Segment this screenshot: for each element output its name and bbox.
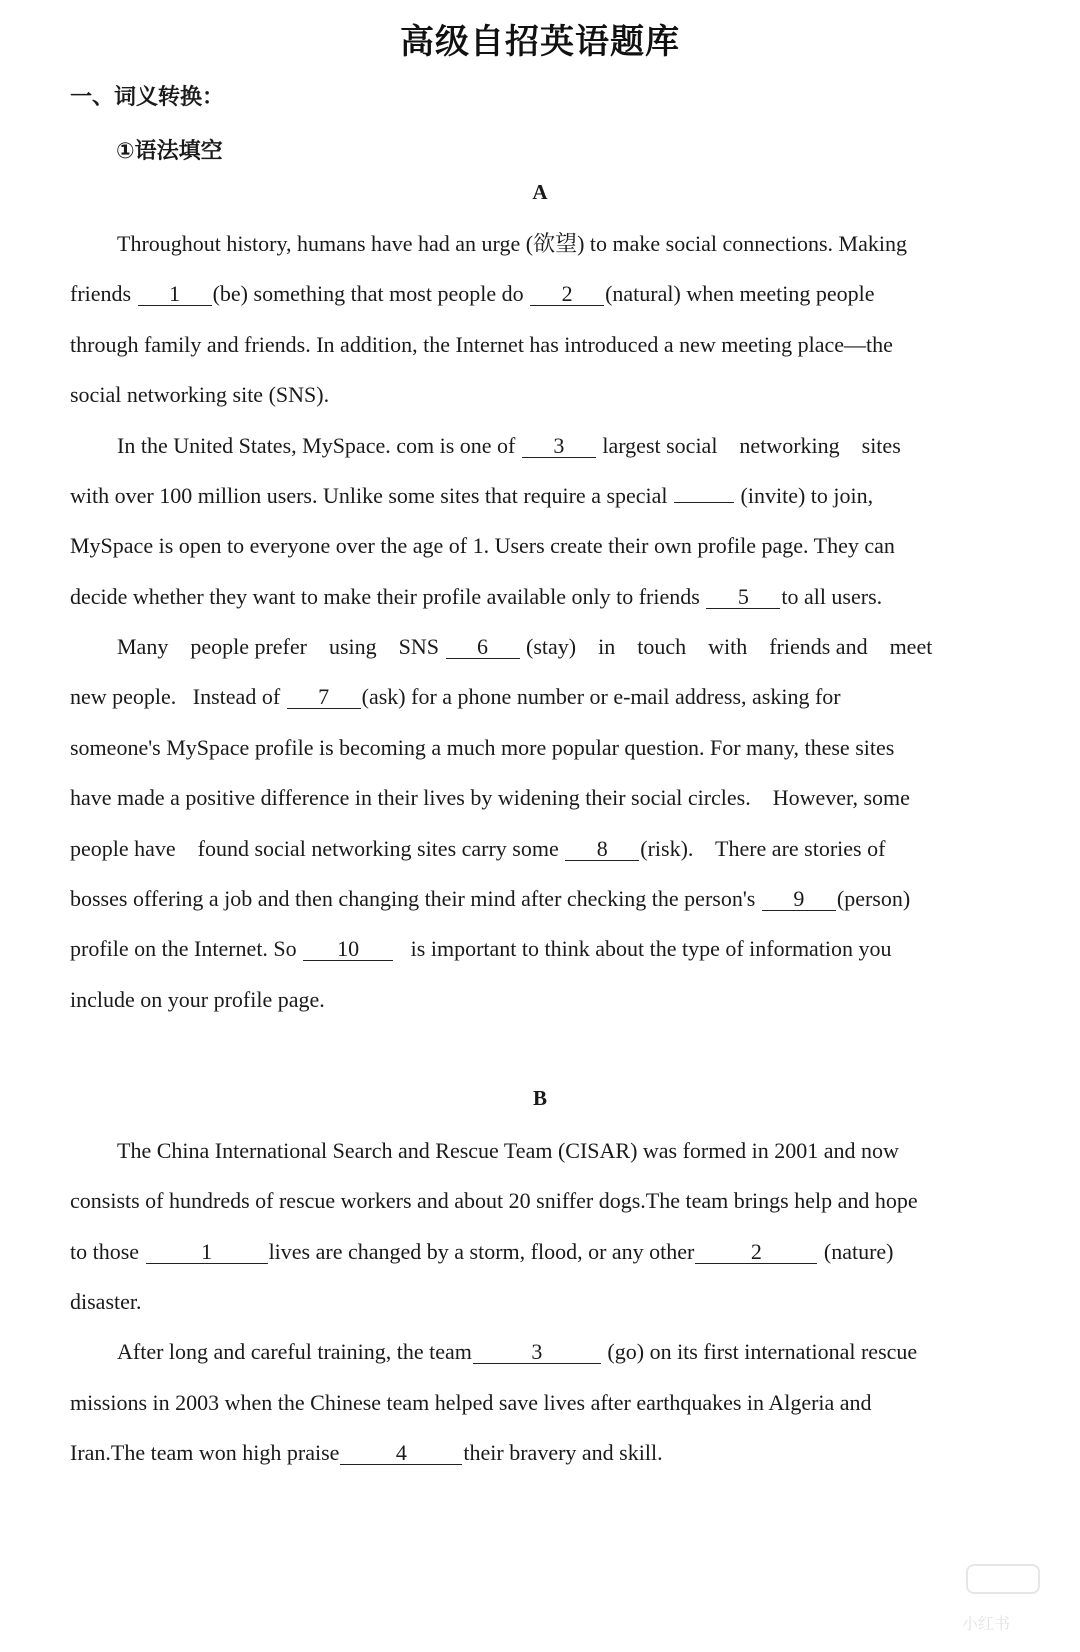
- text-line: [70, 682, 1020, 712]
- text-line: [70, 783, 1020, 813]
- text-segment: Throughout history, humans have had an urge (欲望) to make social connections. Making: [117, 231, 907, 256]
- text-line: [70, 531, 1020, 561]
- text-segment: In the United States, MySpace. com is one of: [117, 433, 521, 458]
- text-line: [70, 985, 1020, 1015]
- text-line: [70, 582, 1020, 612]
- text-line: [70, 1237, 1020, 1267]
- answer-blank[interactable]: 1: [146, 1241, 268, 1264]
- text-segment: is important to think about the type of information you: [394, 936, 892, 961]
- text-segment: to all users.: [781, 584, 883, 609]
- answer-blank[interactable]: [674, 502, 734, 503]
- text-segment: (ask) for a phone number or e-mail address, asking for: [361, 684, 841, 709]
- document-title: 高级自招英语题库: [400, 22, 680, 62]
- text-segment: MySpace is open to everyone over the age of 1. Users create their own profile page. They can: [70, 533, 895, 558]
- answer-blank[interactable]: 3: [473, 1341, 601, 1364]
- watermark-text: 小红书: [961, 1614, 1010, 1633]
- text-line: [117, 1136, 1067, 1166]
- text-segment: (be) something that most people do: [212, 281, 530, 306]
- text-line: [117, 431, 1067, 461]
- answer-blank[interactable]: 10: [303, 938, 393, 961]
- answer-blank[interactable]: 2: [695, 1241, 817, 1264]
- text-line: [70, 481, 1020, 511]
- passage-a-label: A: [532, 180, 548, 204]
- text-segment: have made a positive difference in their lives by widening their social circles. However, some: [70, 785, 910, 810]
- text-segment: decide whether they want to make their profile available only to friends: [70, 584, 706, 609]
- text-segment: disaster.: [70, 1289, 142, 1314]
- answer-blank[interactable]: 5: [706, 586, 780, 609]
- text-segment: (risk). There are stories of: [640, 836, 886, 861]
- text-segment: with over 100 million users. Unlike some sites that require a special: [70, 483, 674, 508]
- text-segment: new people. Instead of: [70, 684, 286, 709]
- answer-blank[interactable]: 2: [530, 283, 604, 306]
- text-segment: missions in 2003 when the Chinese team helped save lives after earthquakes in Algeria and: [70, 1390, 872, 1415]
- text-segment: include on your profile page.: [70, 987, 325, 1012]
- text-segment: After long and careful training, the team: [117, 1339, 472, 1364]
- text-segment: profile on the Internet. So: [70, 936, 303, 961]
- text-line: [117, 1337, 1067, 1367]
- text-line: [70, 1186, 1020, 1216]
- text-segment: bosses offering a job and then changing their mind after checking the person's: [70, 886, 761, 911]
- text-segment: (person): [836, 886, 911, 911]
- answer-blank[interactable]: 6: [446, 636, 520, 659]
- text-segment: friends: [70, 281, 137, 306]
- text-line: [70, 279, 1020, 309]
- text-segment: (go) on its first international rescue: [601, 1339, 918, 1364]
- watermark-logo: [966, 1564, 1040, 1594]
- answer-blank[interactable]: 9: [762, 888, 836, 911]
- text-line: [117, 229, 1067, 259]
- text-segment: The China International Search and Rescue Team (CISAR) was formed in 2001 and now: [117, 1138, 899, 1163]
- text-segment: (invite) to join,: [735, 483, 874, 508]
- text-line: [70, 733, 1020, 763]
- text-segment: to those: [70, 1239, 145, 1264]
- text-line: [117, 632, 1067, 662]
- text-segment: Many people prefer using SNS: [117, 634, 445, 659]
- answer-blank[interactable]: 8: [565, 838, 639, 861]
- subsection-heading: ①语法填空: [116, 139, 223, 164]
- section-heading: 一、词义转换：: [70, 85, 225, 110]
- text-segment: (nature): [818, 1239, 894, 1264]
- text-segment: largest social networking sites: [596, 433, 901, 458]
- answer-blank[interactable]: 7: [287, 686, 361, 709]
- text-line: [70, 1388, 1020, 1418]
- text-segment: their bravery and skill.: [463, 1440, 663, 1465]
- text-segment: someone's MySpace profile is becoming a much more popular question. For many, these sites: [70, 735, 895, 760]
- text-segment: (natural) when meeting people: [605, 281, 875, 306]
- text-line: [70, 934, 1020, 964]
- text-segment: (stay) in touch with friends and meet: [520, 634, 933, 659]
- text-segment: social networking site (SNS).: [70, 382, 330, 407]
- text-line: [70, 1438, 1020, 1468]
- text-segment: through family and friends. In addition, the Internet has introduced a new meeting place—the: [70, 332, 893, 357]
- text-line: [70, 884, 1020, 914]
- answer-blank[interactable]: 3: [522, 435, 596, 458]
- text-segment: lives are changed by a storm, flood, or any other: [268, 1239, 695, 1264]
- text-segment: Iran.The team won high praise: [70, 1440, 340, 1465]
- answer-blank[interactable]: 1: [138, 283, 212, 306]
- answer-blank[interactable]: 4: [340, 1442, 462, 1465]
- passage-b-label: B: [532, 1086, 547, 1110]
- text-line: [70, 1287, 1020, 1317]
- text-line: [70, 330, 1020, 360]
- text-line: [70, 834, 1020, 864]
- text-segment: people have found social networking sites carry some: [70, 836, 565, 861]
- text-segment: consists of hundreds of rescue workers and about 20 sniffer dogs.The team brings help and hope: [70, 1188, 918, 1213]
- text-line: [70, 380, 1020, 410]
